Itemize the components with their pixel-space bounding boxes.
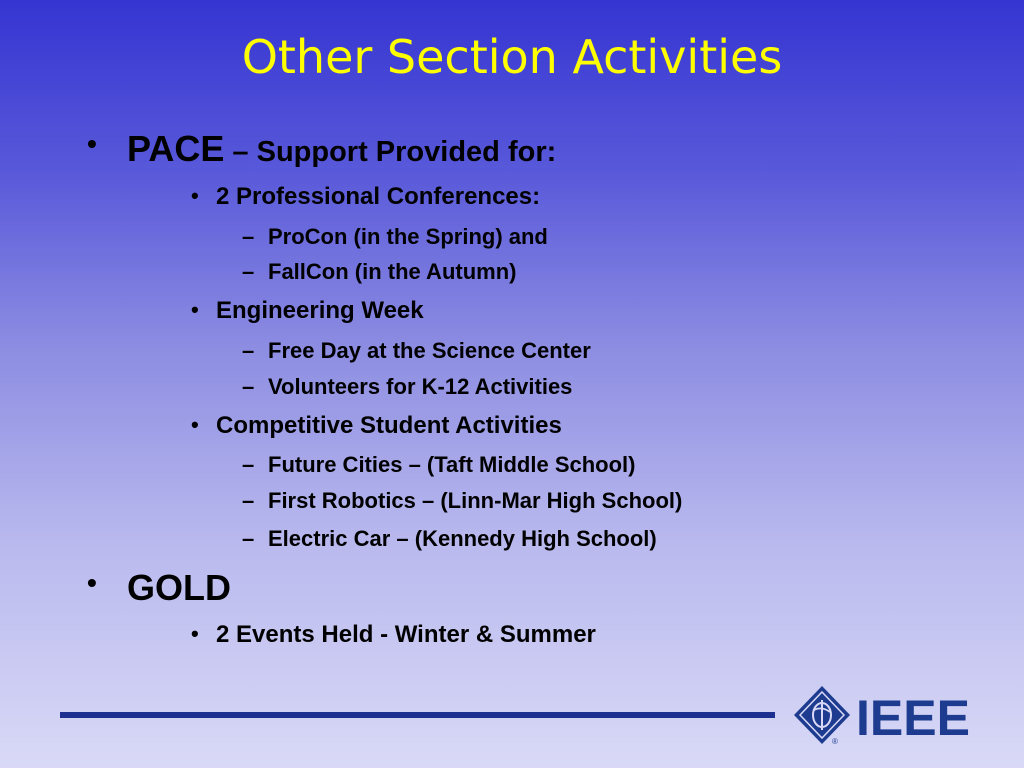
footer-rule (60, 712, 775, 718)
bullet-electric-car (242, 526, 657, 552)
dash-marker: – (242, 374, 255, 399)
bullet-label: First Robotics – (Linn-Mar High School) (268, 488, 683, 513)
bullet-label: FallCon (in the Autumn) (268, 259, 517, 284)
bullet-label: Volunteers for K-12 Activities (268, 374, 573, 399)
bullet-label: GOLD (127, 567, 231, 608)
bullet-label: 2 Events Held - Winter & Summer (216, 621, 596, 648)
dash-marker: – (242, 259, 255, 284)
bullet-gold (87, 567, 231, 609)
bullet-label: Electric Car – (Kennedy High School) (268, 526, 657, 551)
dash-marker: – (242, 452, 255, 477)
dash-marker: – (242, 526, 255, 551)
ieee-wordmark: IEEE (856, 690, 970, 746)
bullet-label: Free Day at the Science Center (268, 338, 591, 363)
bullet-pace (87, 128, 557, 170)
bullet-label: Engineering Week (216, 297, 424, 324)
bullet-future-cities (242, 452, 636, 478)
bullet-procon (242, 224, 548, 250)
bullet-dot: • (191, 412, 199, 437)
bullet-dot: • (191, 183, 199, 208)
bullet-conferences (191, 183, 541, 211)
dash-marker: – (242, 488, 255, 513)
bullet-free-day (242, 338, 591, 364)
bullet-label: 2 Professional Conferences: (216, 183, 541, 210)
bullet-engineering-week (191, 297, 424, 325)
registered-mark: ® (832, 737, 838, 746)
bullet-dot: • (87, 567, 97, 598)
dash-marker: – (242, 224, 255, 249)
bullet-label: ProCon (in the Spring) and (268, 224, 548, 249)
bullet-label: Competitive Student Activities (216, 412, 562, 439)
bullet-dot: • (191, 621, 199, 646)
bullet-fallcon (242, 259, 517, 285)
bullet-label: Future Cities – (Taft Middle School) (268, 452, 636, 477)
bullet-volunteers (242, 374, 573, 400)
bullet-gold-events (191, 621, 596, 649)
bullet-dot: • (87, 128, 97, 159)
bullet-competitive (191, 412, 562, 440)
ieee-diamond-icon (794, 686, 850, 744)
bullet-first-robotics (242, 488, 683, 514)
bullet-suffix: – Support Provided for: (224, 136, 557, 168)
slide-title: Other Section Activities (241, 30, 783, 84)
dash-marker: – (242, 338, 255, 363)
bullet-dot: • (191, 297, 199, 322)
bullet-label: PACE (127, 128, 225, 169)
ieee-logo (792, 684, 987, 746)
